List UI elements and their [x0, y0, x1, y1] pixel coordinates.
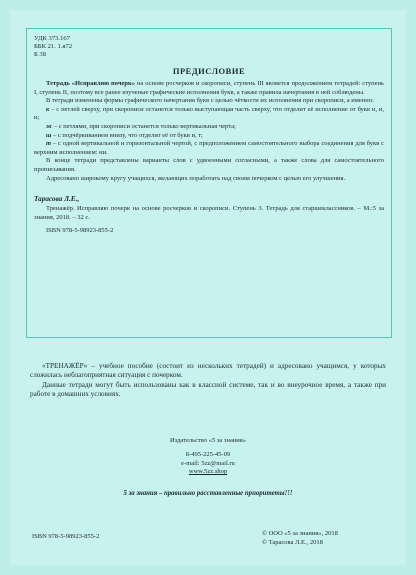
letter-zh-text: – с петлями, при скорописи останется только вертикальная черта; [52, 122, 236, 130]
letter-k-text: – с петлей сверху, при скорописи останется только выступающая часть сверху, что отделит её исполнение от букв н, и, и; [34, 105, 384, 122]
blurb-paragraph-2: Данные тетради могут быть использованы как в классной системе, так и во внеурочное время, а также при работе в домашних условиях. [30, 380, 386, 399]
letter-item-k [34, 106, 384, 123]
bibliography-isbn: ISBN 978-5-98923-855-2 [46, 227, 114, 235]
letter-item-t [34, 140, 384, 157]
letter-item-zh [34, 123, 384, 132]
footer-copyright [262, 530, 338, 547]
bibliography-author: Тарасова Л.Е., [34, 195, 80, 204]
publisher-info [0, 437, 416, 477]
publisher-name: Издательство «5 за знания» [169, 437, 247, 444]
copyright-author: © Тарасова Л.Е., 2018 [262, 538, 323, 546]
preface-paragraph-1 [34, 80, 384, 97]
publisher-email[interactable]: e-mail: 5zz@mail.ru [181, 459, 235, 467]
preface-paragraph-4: Адресовано широкому кругу учащихся, желающих поработать над своим почерком с целью его улучшения. [46, 174, 346, 182]
preface-title: ПРЕДИСЛОВИЕ [172, 66, 246, 76]
letter-k: к [46, 105, 50, 113]
letter-zh: ж [46, 122, 53, 130]
imprint-frame [26, 28, 392, 338]
preface-p1-rest: на основе росчерков и скорописи, ступень III является продолжением тетрадей: ступень I, ступень II, поэтому все ранее изученые графические исполнения букв, а также правила начертания в ней соблюдены. [34, 80, 384, 96]
letter-sh-text: – с подчёркиванием внизу, что отделит её от букв и, т; [51, 131, 203, 139]
series-blurb [30, 362, 386, 400]
letter-sh: ш [46, 131, 52, 139]
letter-t-text: – с одной вертикальной и горизонтальной чертой, с предположением самостоятельного выбора соединения для букв с верхним исполнением: ни. [34, 140, 384, 156]
bibliography-entry: Тренажёр. Исправляю почерк на основе росчерков и скорописи. Ступень 3. Тетрадь для старшеклассников. – М.:5 за знания, 2018. – 32 с. [34, 205, 384, 221]
publisher-phone: 8-495-225-45-09 [185, 451, 231, 459]
letter-item-sh [34, 132, 384, 141]
bbk-code: ББК 21. 1.я72 [34, 43, 73, 50]
footer-isbn: ISBN 978-5-98923-855-2 [32, 533, 100, 540]
publisher-slogan: 5 за знания – правильно расставленные приоритеты!!! [123, 490, 293, 497]
copyright-publisher: © ООО «5 за знания», 2018 [262, 530, 338, 537]
blurb-paragraph-1: «ТРЕНАЖЁР» – учебное пособие (состоит из нескольких тетрадей) и адресовано учащимся, у которых сложилась неблагоприятная ситуация с почерком. [30, 362, 386, 380]
udk-code: УДК 373.167 [34, 35, 70, 42]
preface-lead: Тетрадь «Исправляю почерк» [46, 80, 136, 87]
preface-paragraph-3: В конце тетради представлены варианты слов с удвоенными согласными, а также слова для самостоятельного прописывания. [34, 157, 384, 173]
author-sign: Б 38 [34, 51, 47, 58]
publisher-site-link[interactable]: www.5zz.shop [188, 468, 228, 476]
preface-paragraph-2: В тетради изменены формы графического начертания букв с целью чёткости их исполнения при скорописи, а именно: [46, 97, 374, 105]
letter-t: т [46, 140, 52, 148]
